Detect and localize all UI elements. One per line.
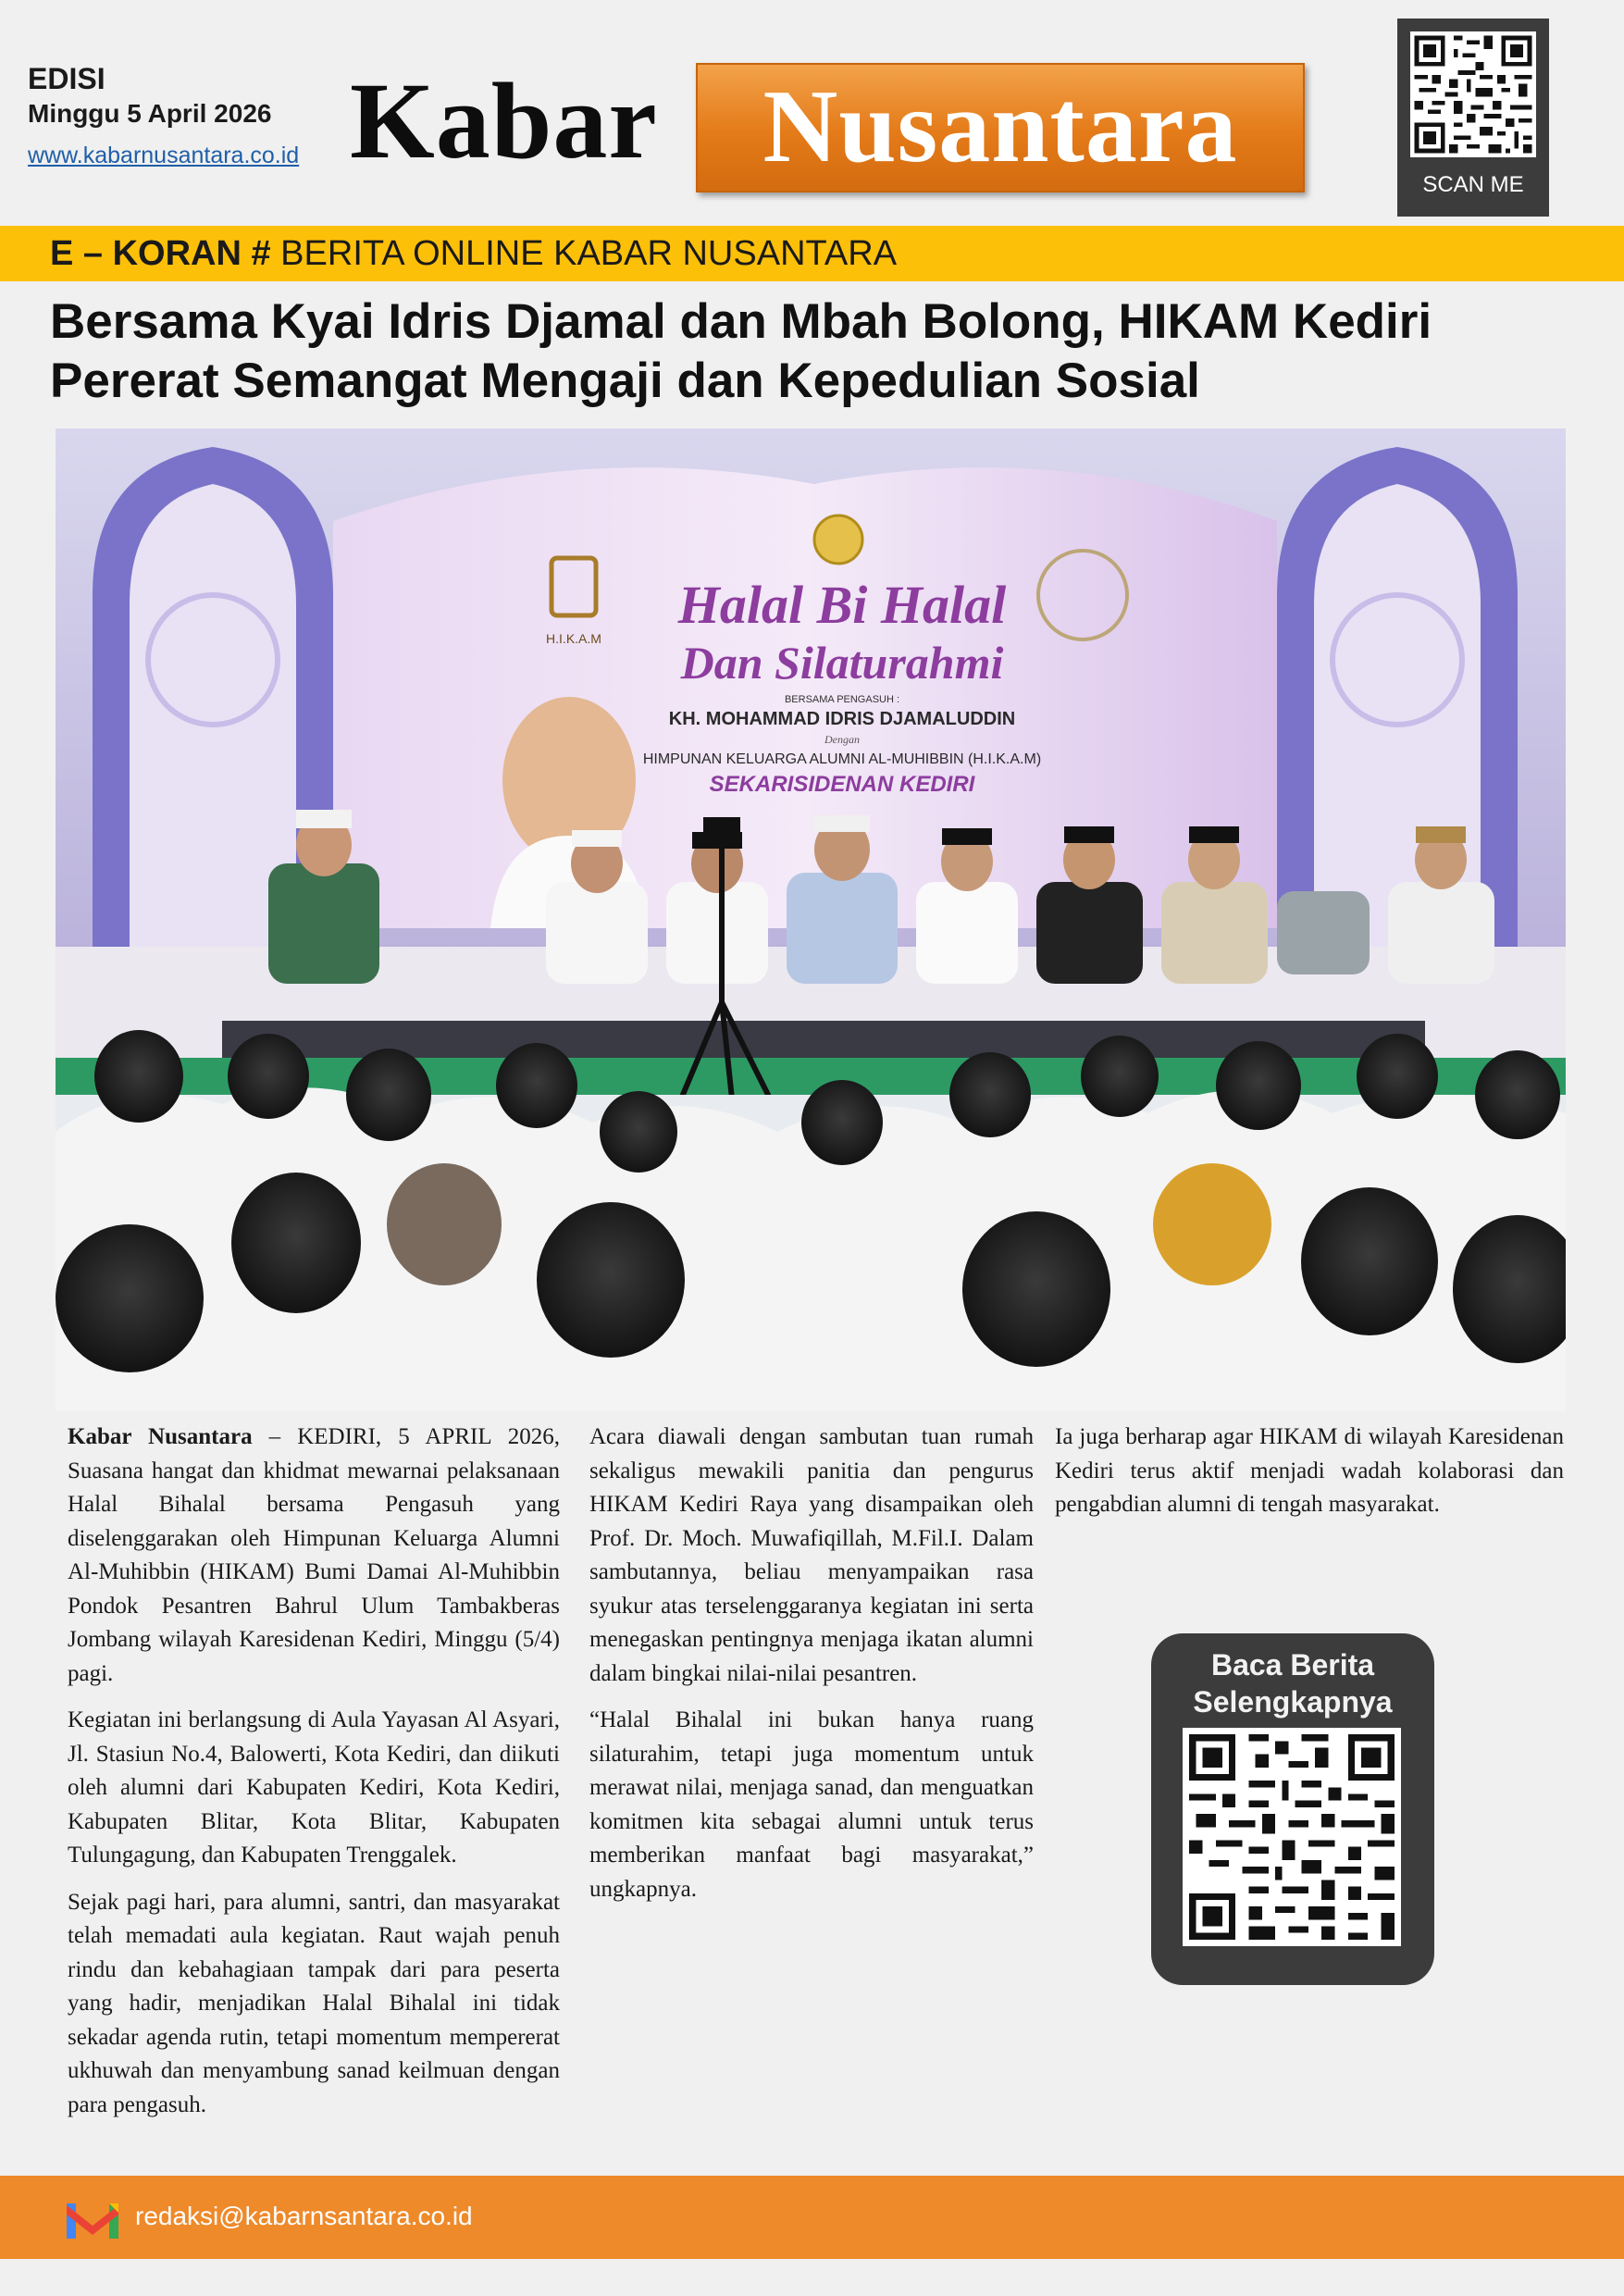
masthead-nusantara-box [696, 63, 1305, 192]
read-more-line1: Baca Berita [1210, 1648, 1375, 1682]
read-more-title [1151, 1646, 1434, 1720]
website-link[interactable]: www.kabarnusantara.co.id [28, 143, 300, 168]
photo-title-line1: Halal Bi Halal [677, 575, 1007, 635]
mail-icon [67, 2200, 118, 2239]
article-paragraph-4: Acara diawali dengan sambutan tuan rumah sekaligus mewakili panitia dan pengurus HIKAM Kediri Raya yang disampaikan oleh Prof. Dr. Moch. Muwafiqillah, M.Fil.I. Dalam sambutannya, beliau menyampaikan rasa syukur atas terselenggaranya kegiatan ini serta menegaskan pentingnya menjaga ikatan alumni dalam bingkai nilai-nilai pesantren. [589, 1424, 1034, 1686]
photo-sekarisidenan: SEKARISIDENAN KEDIRI [709, 772, 975, 797]
hikam-logo-text: H.I.K.A.M [546, 631, 601, 646]
article-column-1 [68, 1421, 560, 2135]
article-column-2 [589, 1421, 1034, 1919]
edition-block [28, 61, 299, 176]
banner-title: BERITA ONLINE KABAR NUSANTARA [270, 234, 898, 273]
section-banner [0, 226, 1624, 281]
read-more-qr-card[interactable] [1151, 1633, 1434, 1985]
scan-me-qr[interactable] [1397, 19, 1549, 217]
photo-title-line2: Dan Silaturahmi [680, 637, 1004, 689]
photo-himpunan: HIMPUNAN KELUARGA ALUMNI AL-MUHIBBIN (H.I.K.A.M) [642, 751, 1042, 767]
photo-dengan: Dengan [824, 733, 860, 746]
read-more-line2: Selengkapnya [1193, 1685, 1393, 1719]
footer-email[interactable]: redaksi@kabarnsantara.co.id [135, 2202, 473, 2230]
banner-text [50, 233, 897, 274]
qr-code-icon [1410, 31, 1536, 157]
masthead-kabar: Kabar [350, 60, 658, 181]
photo-kh-name: KH. MOHAMMAD IDRIS DJAMALUDDIN [668, 709, 1016, 729]
edition-date: Minggu 5 April 2026 [28, 99, 272, 128]
article-byline: Kabar Nusantara [68, 1424, 253, 1449]
article-dateline: – KEDIRI, 5 APRIL 2026, Suasana hangat dan khidmat mewarnai pelaksanaan Halal Bihalal bersama Pengasuh yang diselenggarakan oleh Himpunan Keluarga Alumni Al-Muhibbin (HIKAM) Bumi Damai Al-Muhibbin Pondok Pesantren Bahrul Ulum Tambakberas Jombang wilayah Karesidenan Kediri, Minggu (5/4) pagi. [68, 1424, 560, 1686]
scan-me-label: SCAN ME [1422, 172, 1524, 197]
masthead-nusantara: Nusantara [762, 69, 1238, 184]
article-paragraph-1 [68, 1421, 560, 1691]
qr-code-icon [1183, 1728, 1401, 1946]
article-headline: Bersama Kyai Idris Djamal dan Mbah Bolong, HIKAM Kediri Pererat Semangat Mengaji dan Kepedulian Sosial [50, 294, 1432, 408]
article-photo [56, 428, 1566, 1411]
article-paragraph-2: Kegiatan ini berlangsung di Aula Yayasan Al Asyari, Jl. Stasiun No.4, Balowerti, Kota Kediri, dan diikuti oleh alumni dari Kabupaten Kediri, Kota Kediri, Kabupaten Blitar, Kota Blitar, Kabupaten Tulungagung, dan Kabupaten Trenggalek. [68, 1707, 560, 1868]
banner-bold: E – KORAN # [50, 234, 271, 273]
article-paragraph-3: Sejak pagi hari, para alumni, santri, dan masyarakat telah memadati aula kegiatan. Raut wajah penuh rindu dan kebahagiaan tampak dari para peserta yang hadir, menjadikan Halal Bihalal ini tidak sekadar agenda rutin, tetapi momentum mempererat ukhuwah dan menyambung sanad keilmuan dengan para pengasuh. [68, 1889, 560, 2117]
article-paragraph-5: “Halal Bihalal ini bukan hanya ruang silaturahim, tetapi juga momentum untuk merawat nilai, menjaga sanad, dan menguatkan komitmen kita sebagai alumni untuk terus memberikan manfaat bagi masyarakat,” ungkapnya. [589, 1707, 1034, 1902]
article-column-3 [1055, 1421, 1564, 1535]
edition-label: EDISI [28, 62, 105, 95]
photo-bersama: BERSAMA PENGASUH : [784, 694, 900, 705]
article-paragraph-6: Ia juga berharap agar HIKAM di wilayah Karesidenan Kediri terus aktif menjadi wadah kolaborasi dan pengabdian alumni di tengah masyarakat. [1055, 1424, 1564, 1517]
page-footer [0, 2176, 1624, 2259]
